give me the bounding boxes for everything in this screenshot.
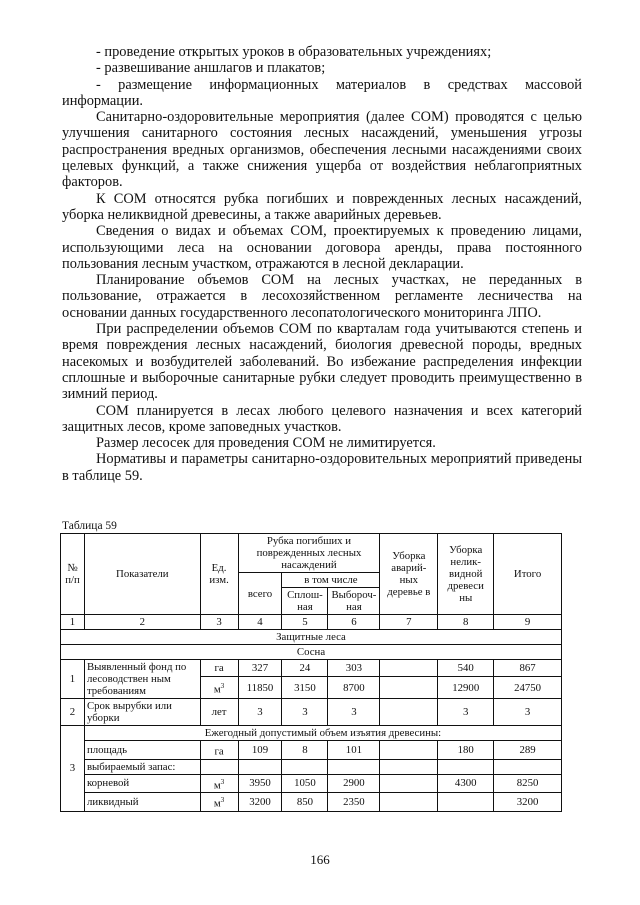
row-clear: 1050 xyxy=(282,774,328,793)
row-num: 1 xyxy=(61,660,85,699)
row-label: Срок вырубки или уборки xyxy=(84,699,200,726)
row-label: выбираемый запас: xyxy=(84,759,200,774)
row-clear: 24 xyxy=(282,660,328,677)
row-emergency xyxy=(380,774,438,793)
row-clear: 8 xyxy=(282,741,328,760)
table-row xyxy=(61,741,562,760)
paragraph: Санитарно-оздоровительные мероприятия (далее СОМ) проводятся с целью улучшения санитарного состояния лесных насаждений, уменьшения угрозы распространения вредных организмов, обеспечения лесными насаждениями своих целевых функций, а также снижения ущерба от воздействия неблагоприятных факторов. xyxy=(62,109,582,191)
col-number: 9 xyxy=(494,615,562,630)
row-label: площадь xyxy=(84,741,200,760)
header-incl: в том числе xyxy=(282,573,380,588)
col-number: 1 xyxy=(61,615,85,630)
paragraph: Сведения о видах и объемах СОМ, проектируемых к проведению лицами, использующими леса на основании договора аренды, права постоянного пользования лесным участком, отражаются в лесной декларации. xyxy=(62,223,582,272)
paragraph: К СОМ относятся рубка погибших и поврежденных лесных насаждений, уборка неликвидной древесины, а также аварийных деревьев. xyxy=(62,190,582,223)
row-selective xyxy=(328,759,380,774)
header-clear: Сплош-ная xyxy=(282,588,328,615)
header-total: Итого xyxy=(494,534,562,615)
paragraph: Размер лесосек для проведения СОМ не лимитируется. xyxy=(96,435,436,452)
paragraph: СОМ планируется в лесах любого целевого назначения и всех категорий защитных лесов, кроме заповедных участков. xyxy=(62,402,582,435)
row-total: 867 xyxy=(494,660,562,677)
row-all: 11850 xyxy=(238,677,282,699)
row-illiquid: 4300 xyxy=(438,774,494,793)
table-row xyxy=(61,774,562,793)
annual-header: Ежегодный допустимый объем изъятия древесины: xyxy=(84,726,561,741)
row-total xyxy=(494,759,562,774)
row-clear: 850 xyxy=(282,793,328,812)
row-all: 3950 xyxy=(238,774,282,793)
row-total: 8250 xyxy=(494,774,562,793)
col-number: 2 xyxy=(84,615,200,630)
paragraph: При распределении объемов СОМ по кварталам года учитываются степень и время повреждения лесных насаждений, биология древесной породы, вредных насекомых и возбудителей заболеваний. Во избежание распределения инфекции сплошные и выборочные санитарные рубки следует проводить преимущественно в зимний период. xyxy=(62,321,582,403)
row-unit: $м^3$ xyxy=(200,793,238,812)
row-unit: лет xyxy=(200,699,238,726)
row-selective: 2900 xyxy=(328,774,380,793)
row-all: 3200 xyxy=(238,793,282,812)
sanitary-measures-table xyxy=(60,533,562,812)
row-selective: 303 xyxy=(328,660,380,677)
table-row xyxy=(61,793,562,812)
row-selective: 101 xyxy=(328,741,380,760)
row-all: 3 xyxy=(238,699,282,726)
header-num: № п/п xyxy=(61,534,85,615)
row-label: ликвидный xyxy=(84,793,200,812)
header-illiquid: Уборка нелик-видной древеси ны xyxy=(438,534,494,615)
row-illiquid: 180 xyxy=(438,741,494,760)
table-row xyxy=(61,660,562,677)
header-total-all: всего xyxy=(238,573,282,615)
paragraph: Планирование объемов СОМ на лесных участках, не переданных в пользование, отражается в лесохозяйственном регламенте лесничества на основании данных государственного лесопатологического мониторинга ЛПО. xyxy=(62,272,582,321)
table-row xyxy=(61,759,562,774)
row-selective: 2350 xyxy=(328,793,380,812)
row-label: корневой xyxy=(84,774,200,793)
row-emergency xyxy=(380,759,438,774)
row-clear: 3150 xyxy=(282,677,328,699)
col-number: 5 xyxy=(282,615,328,630)
row-total: 3 xyxy=(494,699,562,726)
row-illiquid: 540 xyxy=(438,660,494,677)
body-text xyxy=(62,44,582,484)
col-number: 3 xyxy=(200,615,238,630)
paragraph: Нормативы и параметры санитарно-оздоровительных мероприятий приведены в таблице 59. xyxy=(62,451,582,484)
col-number: 7 xyxy=(380,615,438,630)
row-emergency xyxy=(380,660,438,677)
row-total: 289 xyxy=(494,741,562,760)
row-num: 3 xyxy=(61,726,85,812)
col-number: 4 xyxy=(238,615,282,630)
row-emergency xyxy=(380,741,438,760)
row-num: 2 xyxy=(61,699,85,726)
table-row xyxy=(61,699,562,726)
row-unit: $м^3$ xyxy=(200,774,238,793)
row-clear: 3 xyxy=(282,699,328,726)
row-label: Выявленный фонд по лесоводствен ным требованиям xyxy=(84,660,200,699)
row-illiquid xyxy=(438,793,494,812)
col-number: 6 xyxy=(328,615,380,630)
row-illiquid: 12900 xyxy=(438,677,494,699)
paragraph: - развешивание аншлагов и плакатов; xyxy=(96,60,326,77)
row-emergency xyxy=(380,699,438,726)
header-felling: Рубка погибших и поврежденных лесных насаждений xyxy=(238,534,380,573)
paragraph: - размещение информационных материалов в средствах массовой информации. xyxy=(62,76,582,109)
row-selective: 8700 xyxy=(328,677,380,699)
row-unit xyxy=(200,759,238,774)
row-total: 24750 xyxy=(494,677,562,699)
header-emergency: Уборка аварий-ных деревье в xyxy=(380,534,438,615)
species-title: Сосна xyxy=(61,645,562,660)
row-illiquid xyxy=(438,759,494,774)
row-unit: га xyxy=(200,660,238,677)
row-illiquid: 3 xyxy=(438,699,494,726)
row-unit: га xyxy=(200,741,238,760)
row-selective: 3 xyxy=(328,699,380,726)
paragraph: - проведение открытых уроков в образовательных учреждениях; xyxy=(96,44,492,60)
row-emergency xyxy=(380,677,438,699)
row-all xyxy=(238,759,282,774)
header-indicators: Показатели xyxy=(84,534,200,615)
table-caption: Таблица 59 xyxy=(62,520,117,532)
row-unit: $м^3$ xyxy=(200,677,238,699)
row-total: 3200 xyxy=(494,793,562,812)
row-clear xyxy=(282,759,328,774)
row-all: 327 xyxy=(238,660,282,677)
page-number: 166 xyxy=(310,852,330,867)
row-all: 109 xyxy=(238,741,282,760)
section-title: Защитные леса xyxy=(61,630,562,645)
header-unit: Ед. изм. xyxy=(200,534,238,615)
column-numbers-row xyxy=(61,615,562,630)
header-selective: Выбороч-ная xyxy=(328,588,380,615)
row-emergency xyxy=(380,793,438,812)
col-number: 8 xyxy=(438,615,494,630)
